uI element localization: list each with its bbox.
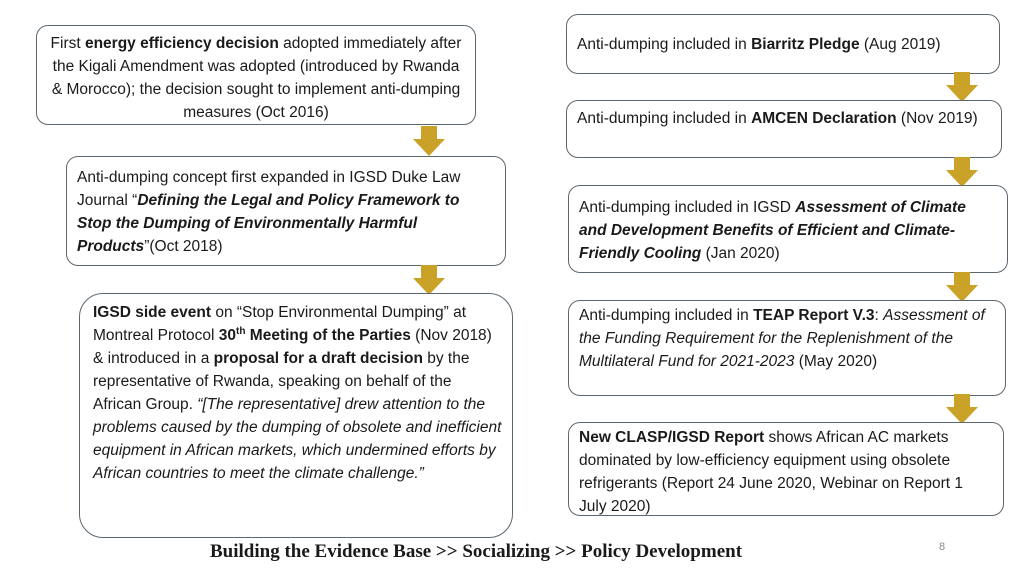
right-box-2-amcen-declaration: Anti-dumping included in AMCEN Declaration (Nov 2019) [566,100,1002,158]
down-arrow-icon [946,394,978,424]
right-box-5-clasp-igsd-report: New CLASP/IGSD Report shows African AC markets dominated by low-efficiency equipment using obsolete refrigerants (Report 24 June 2020, Webinar on Report 1 July 2020) [568,422,1004,516]
left-box-2-duke-law-journal: Anti-dumping concept first expanded in IGSD Duke Law Journal “Defining the Legal and Policy Framework to Stop the Dumping of Environmentally Harmful Products”(Oct 2018) [66,156,506,266]
down-arrow-icon [413,265,445,295]
left-box-3-side-event: IGSD side event on “Stop Environmental Dumping” at Montreal Protocol 30th Meeting of the Parties (Nov 2018) & introduced in a proposal for a draft decision by the representative of Rwanda, speaking on behalf of the African Group. “[The representative] drew attention to the problems caused by the dumping of obsolete and inefficient equipment in African markets, which undermined efforts by African countries to meet the climate challenge.” [79,293,513,538]
down-arrow-icon [946,72,978,102]
page-number: 8 [938,541,946,553]
footer-title: Building the Evidence Base >> Socializing >> Policy Development [210,541,743,562]
down-arrow-icon [946,272,978,302]
right-box-1-biarritz-pledge: Anti-dumping included in Biarritz Pledge (Aug 2019) [566,14,1000,74]
right-box-3-igsd-assessment: Anti-dumping included in IGSD Assessment of Climate and Development Benefits of Efficient and Climate-Friendly Cooling (Jan 2020) [568,185,1008,273]
down-arrow-icon [413,126,445,156]
down-arrow-icon [946,157,978,187]
left-box-1-kigali-decision: First energy efficiency decision adopted immediately after the Kigali Amendment was adopted (introduced by Rwanda & Morocco); the decision sought to implement anti-dumping measures (Oct 2016) [36,25,476,125]
right-box-4-teap-report: Anti-dumping included in TEAP Report V.3: Assessment of the Funding Requirement for the Replenishment of the Multilateral Fund for 2021-2023 (May 2020) [568,300,1006,396]
